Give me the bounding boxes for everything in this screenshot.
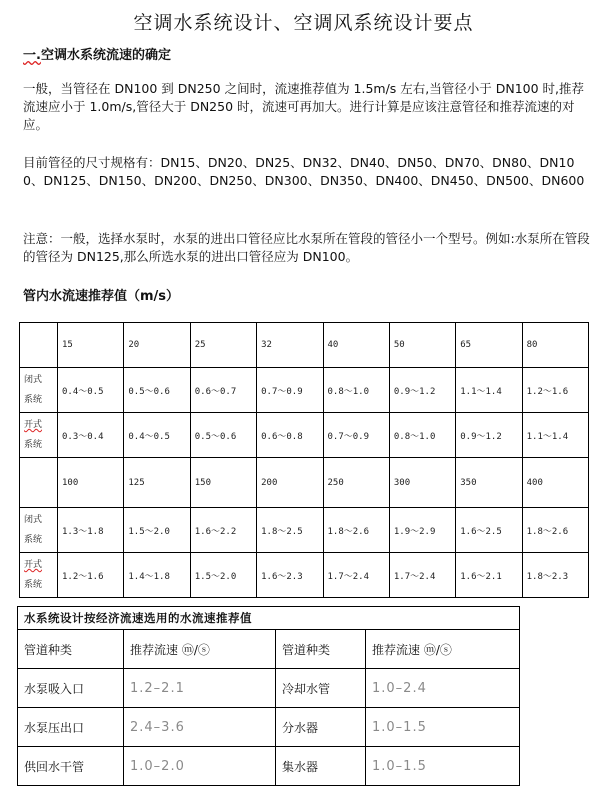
speed-cell: 0.4～0.5 [124, 413, 190, 458]
speed-cell: 0.3～0.4 [58, 413, 124, 458]
size-cell: 15 [58, 323, 124, 368]
speed-value-cell: 1.2–2.1 [124, 669, 276, 708]
paragraph-pump-note: 注意：一般，选择水泵时，水泵的进出口管径应比水泵所在管段的管径小一个型号。例如:水泵所在管段的管径为 DN125,那么所选水泵的进出口管径应为 DN100。 [23, 231, 590, 264]
table-row [20, 553, 589, 598]
speed-cell: 0.9～1.2 [389, 368, 455, 413]
column-header: 管道种类 [18, 630, 124, 669]
size-cell: 65 [456, 323, 522, 368]
speed-cell: 1.8～2.6 [522, 508, 588, 553]
speed-cell: 0.7～0.9 [323, 413, 389, 458]
table-caption-row [18, 607, 520, 630]
speed-cell: 1.1～1.4 [456, 368, 522, 413]
speed-cell: 1.6～2.3 [257, 553, 323, 598]
pipe-name-cell: 水泵吸入口 [18, 669, 124, 708]
size-cell: 400 [522, 458, 588, 508]
pipe-name-cell: 分水器 [276, 708, 366, 747]
economic-speed-table [17, 606, 520, 786]
column-header: 推荐流速 ⓜ/ⓢ [366, 630, 520, 669]
speed-value-cell: 2.4–3.6 [124, 708, 276, 747]
speed-cell: 0.5～0.6 [190, 413, 256, 458]
size-cell: 125 [124, 458, 190, 508]
table-row [20, 368, 589, 413]
pipe-name-cell: 供回水干管 [18, 747, 124, 786]
table-row [18, 747, 520, 786]
row-label-open: 开式 系统 [20, 413, 58, 458]
size-cell: 32 [257, 323, 323, 368]
table-row [18, 669, 520, 708]
speed-cell: 1.1～1.4 [522, 413, 588, 458]
column-header: 推荐流速 ⓜ/ⓢ [124, 630, 276, 669]
table-row [20, 508, 589, 553]
speed-cell: 1.6～2.5 [456, 508, 522, 553]
speed-cell: 1.2～1.6 [58, 553, 124, 598]
speed-cell: 1.9～2.9 [389, 508, 455, 553]
section-number: 一. [23, 48, 41, 63]
size-cell: 40 [323, 323, 389, 368]
speed-cell: 1.8～2.3 [522, 553, 588, 598]
speed-cell: 0.4～0.5 [58, 368, 124, 413]
table-row [20, 458, 589, 508]
pipe-name-cell: 冷却水管 [276, 669, 366, 708]
size-cell: 80 [522, 323, 588, 368]
speed-value-cell: 1.0–2.0 [124, 747, 276, 786]
section-heading-text: 空调水系统流速的确定 [40, 48, 171, 63]
row-label-closed: 闭式 系统 [20, 508, 58, 553]
speed-cell: 0.7～0.9 [257, 368, 323, 413]
row-label-closed: 闭式 系统 [20, 368, 58, 413]
pipe-name-cell: 集水器 [276, 747, 366, 786]
speed-cell: 1.6～2.2 [190, 508, 256, 553]
speed-cell: 1.8～2.6 [323, 508, 389, 553]
table-header-row [18, 630, 520, 669]
speed-cell: 1.5～2.0 [124, 508, 190, 553]
paragraph-pipe-sizes: 目前管径的尺寸规格有：DN15、DN20、DN25、DN32、DN40、DN50、DN70、DN80、DN100、DN125、DN150、DN200、DN250、DN300、DN350、DN400、DN450、DN500、DN600 [23, 155, 585, 188]
size-cell: 100 [58, 458, 124, 508]
speed-cell: 1.3～1.8 [58, 508, 124, 553]
speed-cell: 1.7～2.4 [389, 553, 455, 598]
corner-cell [20, 323, 58, 368]
speed-value-cell: 1.0–2.4 [366, 669, 520, 708]
speed-cell: 0.9～1.2 [456, 413, 522, 458]
speed-cell: 1.2～1.6 [522, 368, 588, 413]
size-cell: 300 [389, 458, 455, 508]
speed-cell: 0.8～1.0 [323, 368, 389, 413]
table-row [18, 708, 520, 747]
speed-cell: 1.4～1.8 [124, 553, 190, 598]
flow-speed-table [19, 322, 589, 598]
page-title: 空调水系统设计、空调风系统设计要点 [133, 12, 474, 34]
size-cell: 50 [389, 323, 455, 368]
size-cell: 200 [257, 458, 323, 508]
table-row [20, 413, 589, 458]
size-cell: 150 [190, 458, 256, 508]
table-caption: 水系统设计按经济流速选用的水流速推荐值 [18, 607, 520, 630]
speed-cell: 1.6～2.1 [456, 553, 522, 598]
corner-cell [20, 458, 58, 508]
flow-table-heading: 管内水流速推荐值（m/s） [23, 289, 180, 304]
size-cell: 250 [323, 458, 389, 508]
paragraph-flow-speed: 一般，当管径在 DN100 到 DN250 之间时，流速推荐值为 1.5m/s 左右,当管径小于 DN100 时,推荐流速应小于 1.0m/s,管径大于 DN250 时，流速可再加大。进行计算是应该注意管径和推荐流速的对应。 [23, 81, 585, 132]
speed-cell: 0.5～0.6 [124, 368, 190, 413]
speed-cell: 1.7～2.4 [323, 553, 389, 598]
size-cell: 20 [124, 323, 190, 368]
size-cell: 25 [190, 323, 256, 368]
section-heading [23, 44, 171, 63]
pipe-name-cell: 水泵压出口 [18, 708, 124, 747]
row-label-open: 开式 系统 [20, 553, 58, 598]
speed-cell: 0.8～1.0 [389, 413, 455, 458]
speed-value-cell: 1.0–1.5 [366, 747, 520, 786]
speed-cell: 1.8～2.5 [257, 508, 323, 553]
speed-value-cell: 1.0–1.5 [366, 708, 520, 747]
column-header: 管道种类 [276, 630, 366, 669]
size-cell: 350 [456, 458, 522, 508]
speed-cell: 0.6～0.8 [257, 413, 323, 458]
speed-cell: 1.5～2.0 [190, 553, 256, 598]
speed-cell: 0.6～0.7 [190, 368, 256, 413]
table-row [20, 323, 589, 368]
